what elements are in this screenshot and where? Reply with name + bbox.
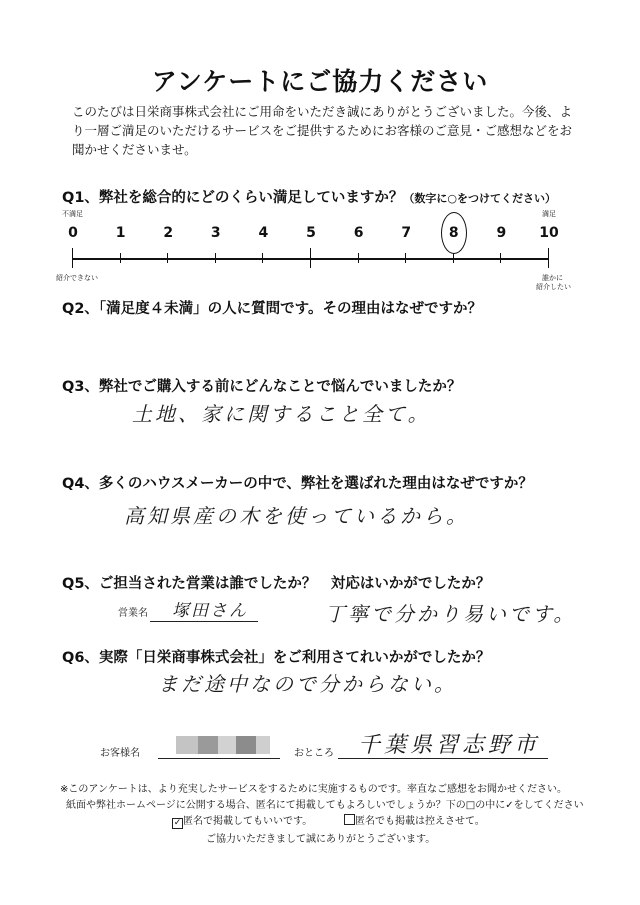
satisfaction-scale: [0, 0, 640, 300]
scale-number-1[interactable]: 1: [115, 225, 126, 241]
scale-right-bottom-label-1: 誰かに: [542, 274, 563, 282]
footer-note-1: ※このアンケートは、より充実したサービスをするために実施するものです。率直なご感想をお聞かせください。: [60, 784, 567, 795]
scale-number-3[interactable]: 3: [210, 225, 221, 241]
scale-right-top-label: 満足: [542, 210, 556, 218]
scale-tick: [548, 248, 549, 268]
customer-name-line: [158, 758, 280, 759]
scale-number-8[interactable]: 8: [448, 225, 459, 241]
answer-3: 土地、家に関すること全て。: [132, 402, 431, 426]
page-title: アンケートにご協力ください: [151, 67, 489, 96]
scale-number-2[interactable]: 2: [163, 225, 174, 241]
sales-name: 塚田さん: [150, 596, 258, 622]
scale-number-10[interactable]: 10: [539, 225, 559, 241]
scale-number-6[interactable]: 6: [353, 225, 364, 241]
scale-number-9[interactable]: 9: [496, 225, 507, 241]
option-2-label: 匿名でも掲載は控えさせて。: [355, 816, 485, 827]
scale-tick: [405, 253, 406, 263]
answer-6: まだ途中なので分からない。: [158, 672, 457, 696]
question-3: Q3、弊社でご購入する前にどんなことで悩んでいましたか？: [62, 379, 462, 395]
question-1-text: Q1、弊社を総合的にどのくらい満足していますか？: [62, 190, 404, 206]
option-anonymous-ok: [172, 812, 312, 829]
customer-name-redacted: [176, 736, 270, 758]
question-1-note: （数字に○をつけてください）: [403, 192, 557, 205]
question-5: Q5、ご担当された営業は誰でしたか？ 対応はいかがでしたか？: [62, 576, 491, 592]
customer-name-label: お客様名: [100, 748, 140, 759]
question-4: Q4、多くのハウスメーカーの中で、弊社を選ばれた理由はなぜですか？: [62, 476, 533, 492]
scale-tick: [120, 253, 121, 263]
thanks-text: ご協力いただきまして誠にありがとうございます。: [206, 834, 436, 845]
option-1-label: 匿名で掲載してもいいです。: [183, 816, 313, 827]
selected-circle: [441, 212, 467, 254]
address-value: 千葉県習志野市: [358, 733, 541, 758]
scale-left-top-label: 不満足: [62, 210, 83, 218]
scale-tick: [262, 253, 263, 263]
scale-number-0[interactable]: 0: [68, 225, 78, 241]
scale-tick: [167, 253, 168, 263]
question-6: Q6、実際「日栄商事株式会社」をご利用さてれいかがでしたか？: [62, 650, 491, 666]
address-label: おところ: [294, 748, 334, 759]
scale-tick: [453, 253, 454, 263]
footer-note-2: 紙面や弊社ホームページに公開する場合、匿名にて掲載してもよろしいでしょうか？下の□の中に✓をしてください: [66, 800, 584, 811]
scale-number-7[interactable]: 7: [401, 225, 412, 241]
scale-number-4[interactable]: 4: [258, 225, 269, 241]
intro-text: このたびは日栄商事株式会社にご用命をいただき誠にありがとうございました。今後、より一層ご満足のいただけるサービスをご提供するためにお客様のご意見・ご感想などをお聞かせくださいませ。: [72, 104, 573, 157]
scale-tick: [310, 248, 311, 268]
scale-line: [73, 258, 549, 260]
scale-tick: [72, 248, 73, 268]
sales-name-label: 営業名: [118, 608, 148, 619]
answer-4: 高知県産の木を使っているから。: [124, 504, 469, 528]
checkbox-icon[interactable]: [344, 814, 355, 825]
scale-number-5[interactable]: 5: [306, 225, 316, 241]
scale-tick: [500, 253, 501, 263]
question-2: Q2、「満足度４未満」の人に質問です。その理由はなぜですか？: [62, 301, 483, 317]
check-icon[interactable]: ✓: [173, 818, 182, 828]
scale-tick: [358, 253, 359, 263]
answer-5: 丁寧で分かり易いです。: [325, 602, 577, 626]
scale-tick: [215, 253, 216, 263]
scale-right-bottom-label-2: 紹介したい: [536, 283, 571, 291]
option-anonymous-decline: [344, 812, 485, 827]
scale-left-bottom-label: 紹介できない: [56, 274, 98, 282]
